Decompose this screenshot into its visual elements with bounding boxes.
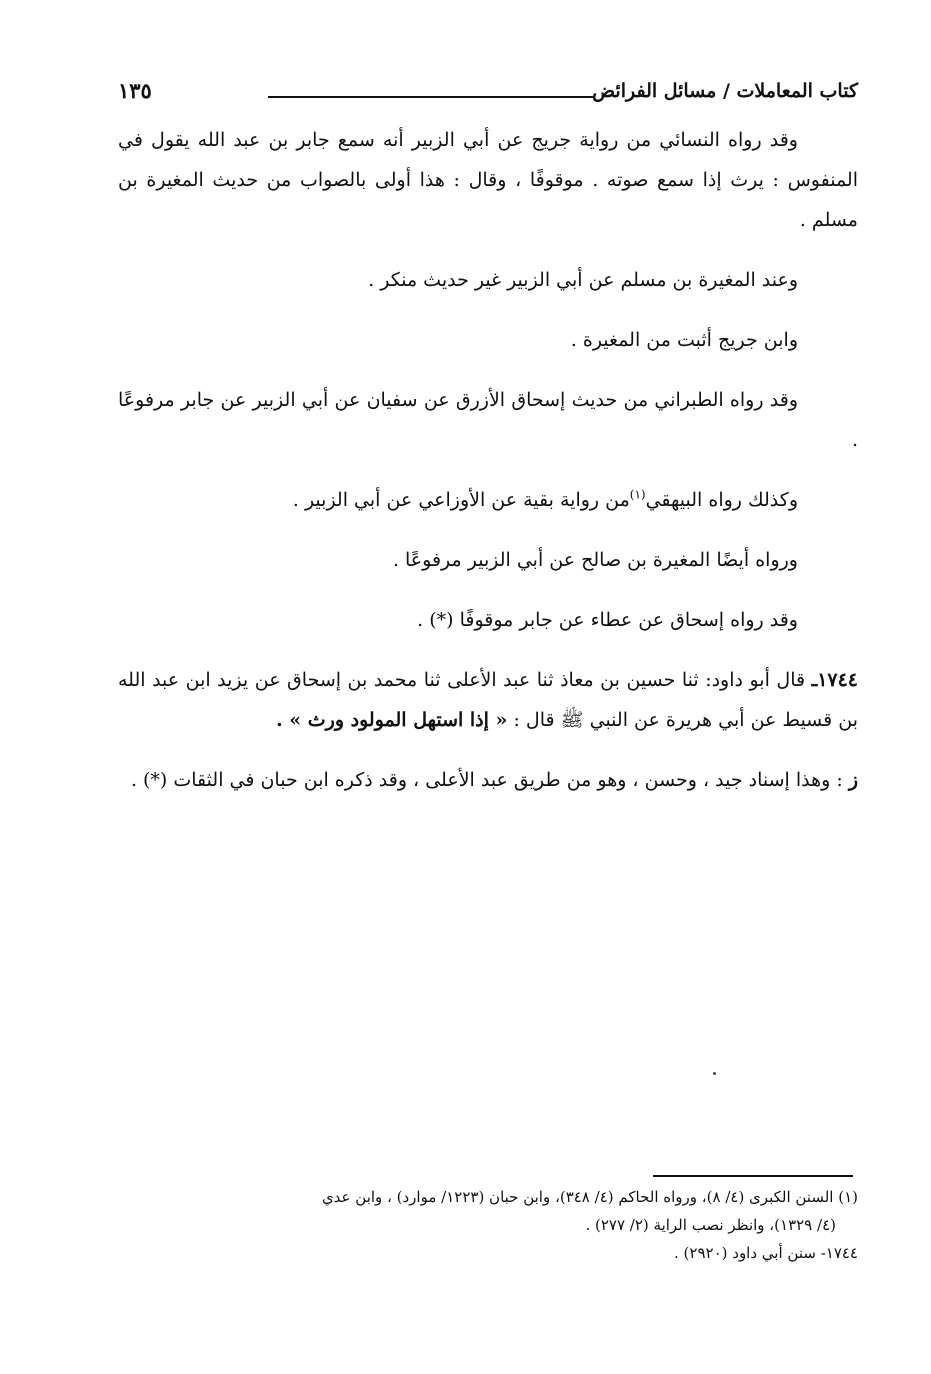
paragraph: وعند المغيرة بن مسلم عن أبي الزبير غير حديث منكر . bbox=[368, 269, 798, 291]
paragraph-text: وكذلك رواه البيهقي bbox=[645, 489, 798, 511]
paragraph-text: من رواية بقية عن الأوزاعي عن أبي الزبير . bbox=[292, 489, 630, 511]
paragraph: وقد رواه النسائي من رواية جريج عن أبي الزبير أنه سمع جابر بن عبد الله يقول في المنفوس : يرث إذا سمع صوته . موقوفًا ، وقال : هذا أولى بالصواب من حديث المغيرة بن مسلم . bbox=[118, 129, 858, 231]
commentary-label: ز bbox=[848, 769, 858, 791]
paragraph: وقد رواه الطبراني من حديث إسحاق الأزرق عن سفيان عن أبي الزبير عن جابر مرفوعًا . bbox=[118, 389, 858, 451]
main-text bbox=[118, 120, 858, 800]
header-title: كتاب المعاملات / مسائل الفرائض bbox=[592, 80, 858, 102]
commentary-text: : وهذا إسناد جيد ، وحسن ، وهو من طريق عبد الأعلى ، وقد ذكره ابن حبان في الثقات (*) . bbox=[130, 769, 843, 791]
footnote-2: ١٧٤٤- سنن أبي داود (٢٩٢٠) . bbox=[674, 1244, 858, 1262]
footnote-rule bbox=[653, 1175, 853, 1177]
paragraph: ورواه أيضًا المغيرة بن صالح عن أبي الزبير مرفوعًا . bbox=[392, 549, 798, 571]
print-speck bbox=[713, 1072, 716, 1075]
commentary bbox=[118, 760, 858, 800]
running-header bbox=[118, 76, 858, 116]
paragraph: وابن جريج أثبت من المغيرة . bbox=[570, 329, 798, 351]
hadith-quote: « إذا استهل المولود ورث » . bbox=[276, 709, 508, 731]
footnote-1-line-2: (٤/ ١٣٢٩)، وانظر نصب الراية (٢/ ٢٧٧) . bbox=[585, 1216, 836, 1234]
footnotes bbox=[118, 1183, 858, 1267]
hadith-text: قال أبو داود: ثنا حسين بن معاذ ثنا عبد الأعلى ثنا محمد بن إسحاق عن يزيد ابن عبد الله بن قسيط عن أبي هريرة عن النبي ﷺ قال : bbox=[118, 669, 858, 731]
paragraph: وقد رواه إسحاق عن عطاء عن جابر موقوفًا (*) . bbox=[417, 609, 798, 631]
paragraph bbox=[118, 480, 858, 520]
footnote-reference[interactable]: (١) bbox=[629, 487, 646, 502]
hadith-entry bbox=[118, 660, 858, 740]
hadith-number: ١٧٤٤ـ bbox=[811, 669, 859, 691]
footnote-1-line-1: (١) السنن الكبرى (٤/ ٨)، ورواه الحاكم (٤/ ٣٤٨)، وابن حبان (١٢٢٣/ موارد) ، وابن عدي bbox=[321, 1188, 858, 1206]
header-rule bbox=[268, 96, 593, 98]
page-number: ١٣٥ bbox=[118, 78, 152, 103]
